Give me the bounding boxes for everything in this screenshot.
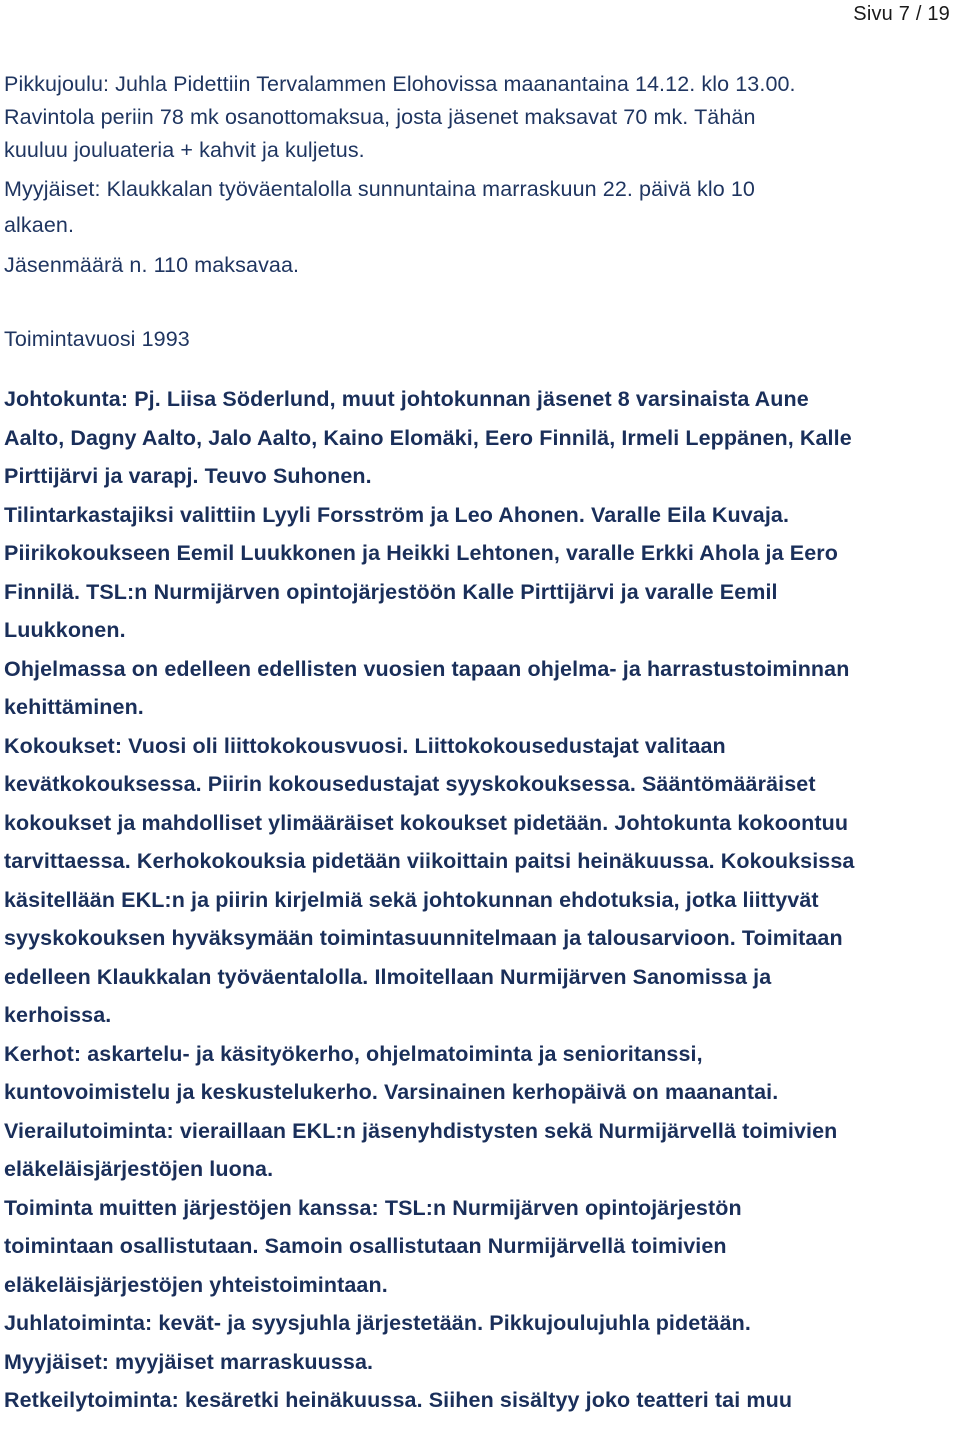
text-line: kerhoissa.: [4, 1003, 112, 1027]
text-line: Juhlatoiminta: kevät- ja syysjuhla järjestetään. Pikkujoulujuhla pidetään.: [4, 1311, 751, 1335]
text-line: kehittäminen.: [4, 695, 144, 719]
heading-text: Toimintavuosi 1993: [4, 327, 190, 351]
text-line: eläkeläisjärjestöjen luona.: [4, 1157, 274, 1181]
text-line: Kokoukset: Vuosi oli liittokokousvuosi. Liittokokousedustajat valitaan: [4, 733, 726, 758]
text-line: Myyjäiset: myyjäiset marraskuussa.: [4, 1349, 374, 1374]
text-line: Aalto, Dagny Aalto, Jalo Aalto, Kaino Elomäki, Eero Finnilä, Irmeli Leppänen, Kalle: [4, 425, 852, 450]
text-line: syyskokouksen hyväksymään toimintasuunnitelmaan ja talousarvioon. Toimitaan: [4, 926, 843, 950]
text-line: Piirikokoukseen Eemil Luukkonen ja Heikki Lehtonen, varalle Erkki Ahola ja Eero: [4, 541, 838, 565]
text-line: Jäsenmäärä n. 110 maksavaa.: [4, 253, 300, 277]
text-line: Finnilä. TSL:n Nurmijärven opintojärjestöön Kalle Pirttijärvi ja varalle Eemil: [4, 579, 778, 604]
text-line: käsitellään EKL:n ja piirin kirjelmiä sekä johtokunnan ehdotuksia, jotka liittyvät: [4, 887, 819, 912]
text-line: Toiminta muitten järjestöjen kanssa: TSL:n Nurmijärven opintojärjestön: [4, 1195, 742, 1220]
main-section: [4, 380, 956, 1420]
text-line: edelleen Klaukkalan työväentalolla. Ilmoitellaan Nurmijärven Sanomissa ja: [4, 964, 772, 989]
text-line: Johtokunta: Pj. Liisa Söderlund, muut johtokunnan jäsenet 8 varsinaista Aune: [4, 387, 809, 411]
section-heading: [4, 321, 956, 357]
text-line: Ravintola periin 78 mk osanottomaksua, josta jäsenet maksavat 70 mk. Tähän: [4, 105, 756, 129]
text-line: Vierailutoiminta: vieraillaan EKL:n jäsenyhdistysten sekä Nurmijärvellä toimivien: [4, 1118, 838, 1143]
text-line: Pirttijärvi ja varapj. Teuvo Suhonen.: [4, 464, 372, 488]
text-line: kuuluu jouluateria + kahvit ja kuljetus.: [4, 138, 365, 162]
text-line: eläkeläisjärjestöjen yhteistoimintaan.: [4, 1272, 388, 1297]
intro-section: [4, 68, 956, 283]
text-line: Pikkujoulu: Juhla Pidettiin Tervalammen Elohovissa maanantaina 14.12. klo 13.00.: [4, 72, 796, 96]
text-line: alkaen.: [4, 213, 75, 237]
text-line: Ohjelmassa on edelleen edellisten vuosien tapaan ohjelma- ja harrastustoiminnan: [4, 656, 850, 681]
text-line: toimintaan osallistutaan. Samoin osallistutaan Nurmijärvellä toimivien: [4, 1234, 727, 1258]
text-line: Luukkonen.: [4, 618, 126, 642]
page-number: Sivu 7 / 19: [853, 3, 950, 25]
text-line: Retkeilytoiminta: kesäretki heinäkuussa. Siihen sisältyy joko teatteri tai muu: [4, 1388, 793, 1412]
text-line: Tilintarkastajiksi valittiin Lyyli Forsström ja Leo Ahonen. Varalle Eila Kuvaja.: [4, 502, 790, 527]
text-line: Kerhot: askartelu- ja käsityökerho, ohjelmatoiminta ja senioritanssi,: [4, 1041, 703, 1066]
text-line: kuntovoimistelu ja keskustelukerho. Varsinainen kerhopäivä on maanantai.: [4, 1080, 779, 1104]
text-line: Myyjäiset: Klaukkalan työväentalolla sunnuntaina marraskuun 22. päivä klo 10: [4, 177, 755, 201]
text-line: kokoukset ja mahdolliset ylimääräiset kokoukset pidetään. Johtokunta kokoontuu: [4, 810, 849, 835]
text-line: kevätkokouksessa. Piirin kokousedustajat syyskokouksessa. Sääntömääräiset: [4, 772, 816, 796]
text-line: tarvittaessa. Kerhokokouksia pidetään viikoittain paitsi heinäkuussa. Kokouksissa: [4, 849, 855, 873]
